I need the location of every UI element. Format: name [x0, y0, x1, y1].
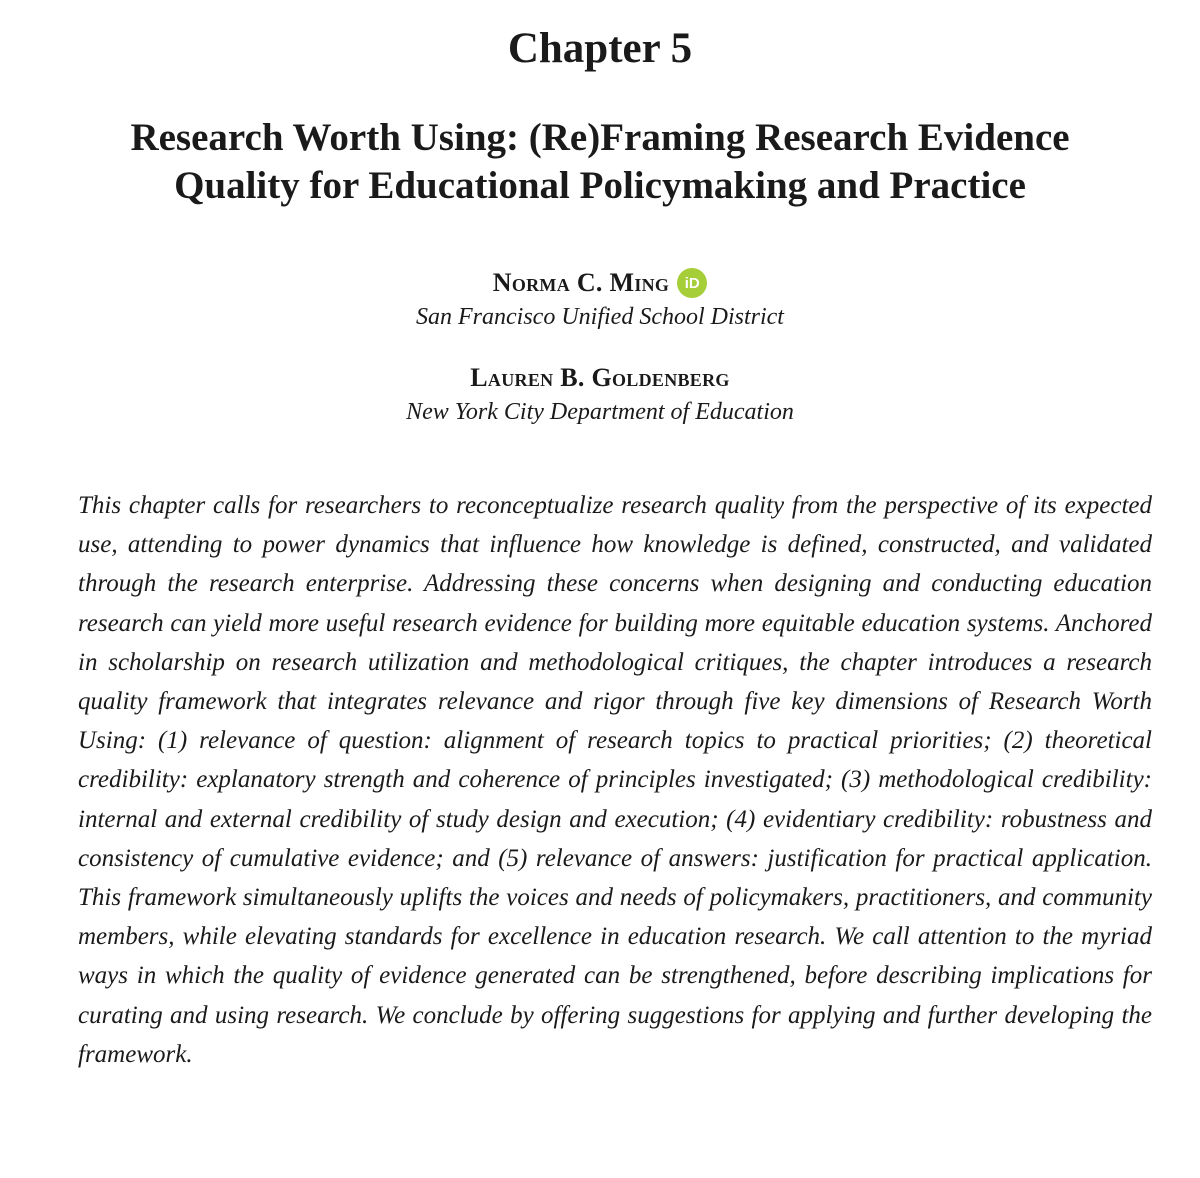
author-name: Lauren B. Goldenberg: [470, 363, 730, 392]
author-block-goldenberg: [0, 361, 1200, 429]
author-name-row: [493, 266, 708, 300]
abstract-paragraph: This chapter calls for researchers to reconceptualize research quality from the perspective of its expected use, attending to power dynamics that influence how knowledge is defined, constructed, and validated through the research enterprise. Addressing these concerns when designing and conducting education research can yield more useful research evidence for building more equitable education systems. Anchored in scholarship on research utilization and methodological critiques, the chapter introduces a research quality framework that integrates relevance and rigor through five key dimensions of Research Worth Using: (1) relevance of question: alignment of research topics to practical priorities; (2) theoretical credibility: explanatory strength and coherence of principles investigated; (3) methodological credibility: internal and external credibility of study design and execution; (4) evidentiary credibility: robustness and consistency of cumulative evidence; and (5) relevance of answers: justification for practical application. This framework simultaneously uplifts the voices and needs of policymakers, practitioners, and community members, while elevating standards for excellence in education research. We call attention to the myriad ways in which the quality of evidence generated can be strengthened, before describing implications for curating and using research. We conclude by offering suggestions for applying and further developing the framework.: [78, 492, 1152, 1068]
chapter-title: [60, 114, 1140, 210]
author-block-ming: [0, 266, 1200, 334]
author-name-row: [470, 361, 729, 395]
author-name: Norma C. Ming: [492, 268, 670, 297]
chapter-title-line-1: Research Worth Using: (Re)Framing Research Evidence: [130, 116, 1070, 159]
chapter-number: Chapter 5: [507, 25, 693, 72]
orcid-icon[interactable]: iD: [677, 268, 707, 298]
chapter-title-line-2: Quality for Educational Policymaking and Practice: [174, 164, 1026, 207]
author-affiliation: San Francisco Unified School District: [416, 304, 784, 330]
author-affiliation: New York City Department of Education: [406, 399, 794, 425]
